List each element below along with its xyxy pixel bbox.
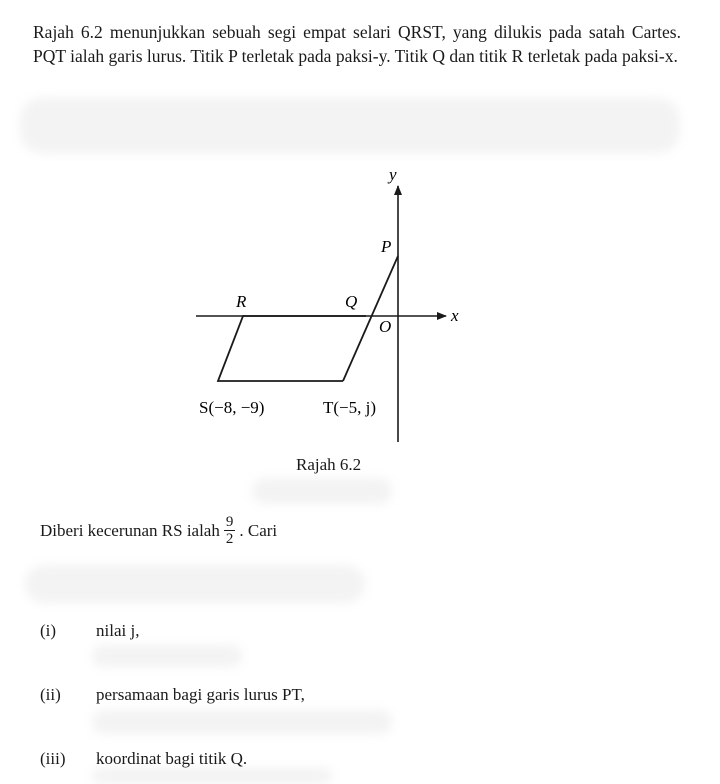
point-p-label: P (381, 237, 392, 256)
fraction-denominator: 2 (225, 531, 234, 547)
question-text: koordinat bagi titik Q. (96, 749, 248, 768)
given-suffix: . Cari (239, 520, 278, 540)
given-statement (40, 514, 277, 547)
y-axis-label: y (389, 165, 397, 184)
point-t-label: T(−5, j) (323, 398, 377, 417)
origin-label: O (379, 317, 392, 336)
question-text: persamaan bagi garis lurus PT, (96, 685, 305, 704)
given-prefix: Diberi kecerunan RS ialah (40, 520, 220, 540)
fraction-numerator: 9 (225, 514, 234, 530)
figure-caption: Rajah 6.2 (296, 455, 362, 474)
point-r-label: R (236, 292, 247, 311)
question-text: nilai j, (96, 621, 140, 640)
point-q-label: Q (345, 292, 358, 311)
parallelogram-qrst (218, 316, 366, 381)
question-label: (iii) (40, 749, 66, 768)
question-label: (i) (40, 621, 57, 640)
intro-paragraph: Rajah 6.2 menunjukkan sebuah segi empat selari QRST, yang dilukis pada satah Cartes. PQT ialah garis lurus. Titik P terletak pada paksi-y. Titik Q dan titik R terletak pada paksi-x. (33, 22, 681, 66)
gradient-fraction (224, 514, 236, 547)
question-label: (ii) (40, 685, 61, 704)
x-axis-label: x (451, 306, 459, 325)
point-s-label: S(−8, −9) (199, 398, 265, 417)
